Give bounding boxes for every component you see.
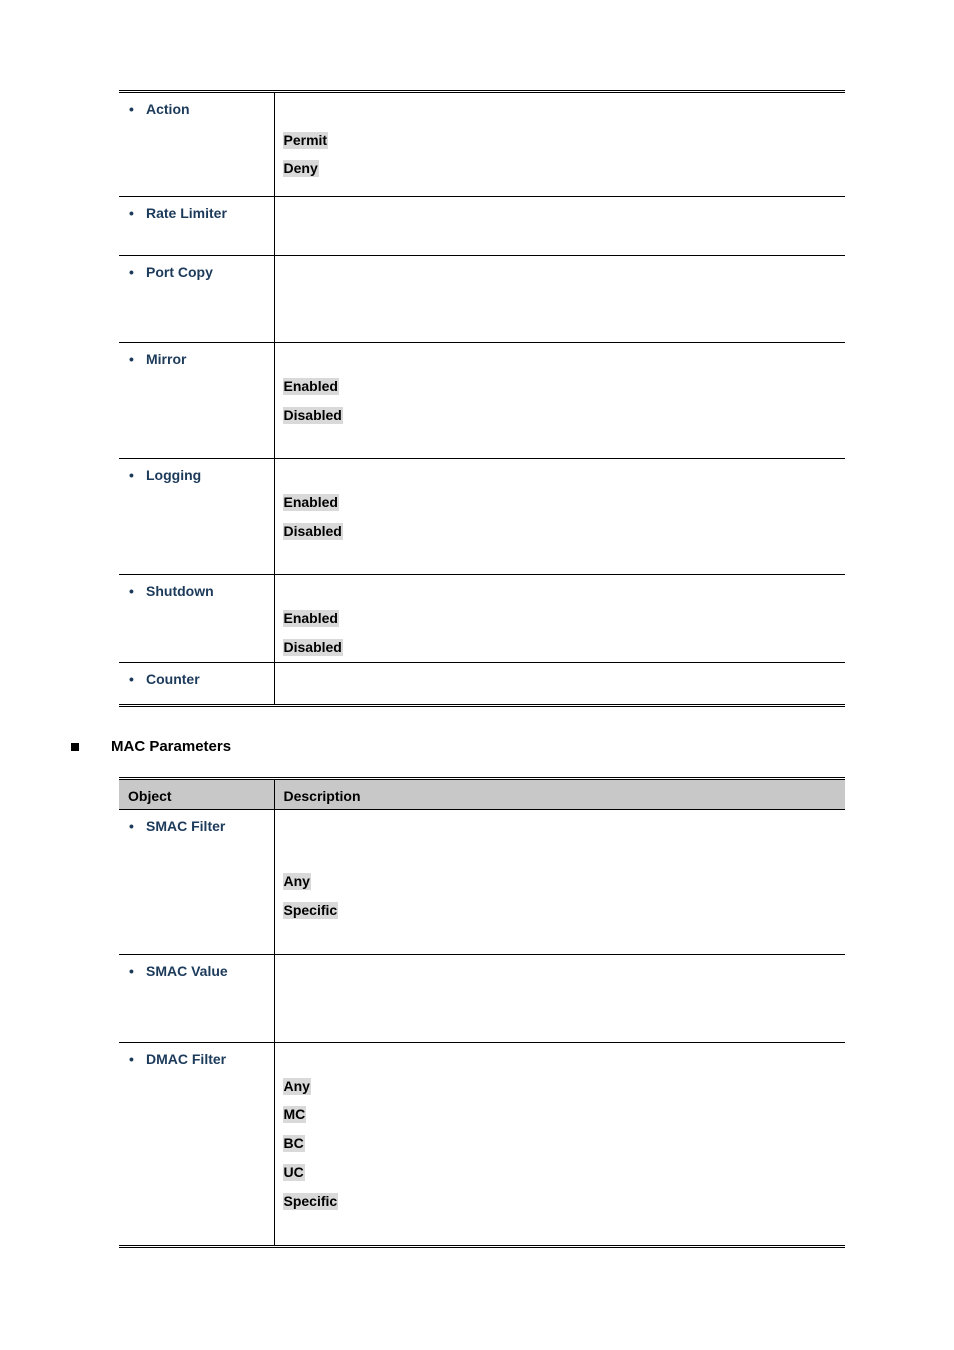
table-row-smac-filter bbox=[119, 810, 845, 955]
option-value: BC bbox=[283, 1135, 304, 1151]
description-cell bbox=[274, 459, 845, 575]
section-heading bbox=[71, 738, 231, 755]
description-cell bbox=[274, 955, 845, 1043]
object-cell bbox=[119, 1043, 274, 1247]
bullet-icon: • bbox=[129, 101, 134, 117]
square-bullet-icon bbox=[71, 743, 79, 751]
object-label: Counter bbox=[146, 671, 200, 687]
bullet-icon: • bbox=[129, 583, 134, 599]
object-item bbox=[129, 101, 274, 118]
description-cell bbox=[274, 1043, 845, 1247]
header-description: Description bbox=[274, 779, 845, 810]
object-item bbox=[129, 1051, 274, 1068]
option-value: Disabled bbox=[283, 639, 342, 655]
table-row-action bbox=[119, 92, 845, 197]
bullet-icon: • bbox=[129, 351, 134, 367]
option-value: Enabled bbox=[283, 494, 338, 510]
object-label: DMAC Filter bbox=[146, 1051, 227, 1067]
object-item bbox=[129, 583, 274, 600]
object-cell bbox=[119, 663, 274, 706]
bullet-icon: • bbox=[129, 467, 134, 483]
option-value: Any bbox=[283, 873, 310, 889]
object-label: Shutdown bbox=[146, 583, 214, 599]
bullet-icon: • bbox=[129, 671, 134, 687]
table-row-smac-value bbox=[119, 955, 845, 1043]
object-cell bbox=[119, 197, 274, 256]
object-item bbox=[129, 351, 274, 368]
option-value: Any bbox=[283, 1078, 310, 1094]
object-cell bbox=[119, 575, 274, 663]
table-row-dmac-filter bbox=[119, 1043, 845, 1247]
object-item bbox=[129, 963, 274, 980]
table-row-shutdown bbox=[119, 575, 845, 663]
description-cell bbox=[274, 256, 845, 343]
table-row-mirror bbox=[119, 343, 845, 459]
description-cell bbox=[274, 575, 845, 663]
description-cell bbox=[274, 197, 845, 256]
bullet-icon: • bbox=[129, 818, 134, 834]
bullet-icon: • bbox=[129, 963, 134, 979]
bullet-icon: • bbox=[129, 1051, 134, 1067]
description-cell bbox=[274, 343, 845, 459]
option-value: Permit bbox=[283, 132, 328, 148]
object-item bbox=[129, 818, 274, 835]
table-header-row bbox=[119, 779, 845, 810]
object-label: SMAC Filter bbox=[146, 818, 226, 834]
object-cell bbox=[119, 256, 274, 343]
option-value: MC bbox=[283, 1106, 306, 1122]
header-object: Object bbox=[119, 779, 274, 810]
object-label: Action bbox=[146, 101, 190, 117]
object-label: Port Copy bbox=[146, 264, 213, 280]
object-label: Rate Limiter bbox=[146, 205, 227, 221]
object-item bbox=[129, 671, 274, 688]
parameters-table-1 bbox=[119, 90, 845, 707]
object-cell bbox=[119, 810, 274, 955]
table-row-logging bbox=[119, 459, 845, 575]
option-value: Specific bbox=[283, 902, 338, 918]
object-item bbox=[129, 467, 274, 484]
object-label: SMAC Value bbox=[146, 963, 228, 979]
object-label: Logging bbox=[146, 467, 202, 483]
table-row-port-copy bbox=[119, 256, 845, 343]
object-cell bbox=[119, 955, 274, 1043]
option-value: Disabled bbox=[283, 407, 342, 423]
option-value: Enabled bbox=[283, 610, 338, 626]
object-item bbox=[129, 205, 274, 222]
bullet-icon: • bbox=[129, 205, 134, 221]
object-cell bbox=[119, 92, 274, 197]
description-cell bbox=[274, 810, 845, 955]
section-title: MAC Parameters bbox=[111, 738, 232, 755]
option-value: Deny bbox=[283, 160, 318, 176]
object-cell bbox=[119, 343, 274, 459]
description-cell bbox=[274, 92, 845, 197]
option-value: Enabled bbox=[283, 378, 338, 394]
description-cell bbox=[274, 663, 845, 706]
option-value: Disabled bbox=[283, 523, 342, 539]
object-item bbox=[129, 264, 274, 281]
bullet-icon: • bbox=[129, 264, 134, 280]
option-value: Specific bbox=[283, 1193, 338, 1209]
table-row-counter bbox=[119, 663, 845, 706]
option-value: UC bbox=[283, 1164, 304, 1180]
object-label: Mirror bbox=[146, 351, 187, 367]
table-row-rate-limiter bbox=[119, 197, 845, 256]
parameters-table-2 bbox=[119, 777, 845, 1248]
object-cell bbox=[119, 459, 274, 575]
